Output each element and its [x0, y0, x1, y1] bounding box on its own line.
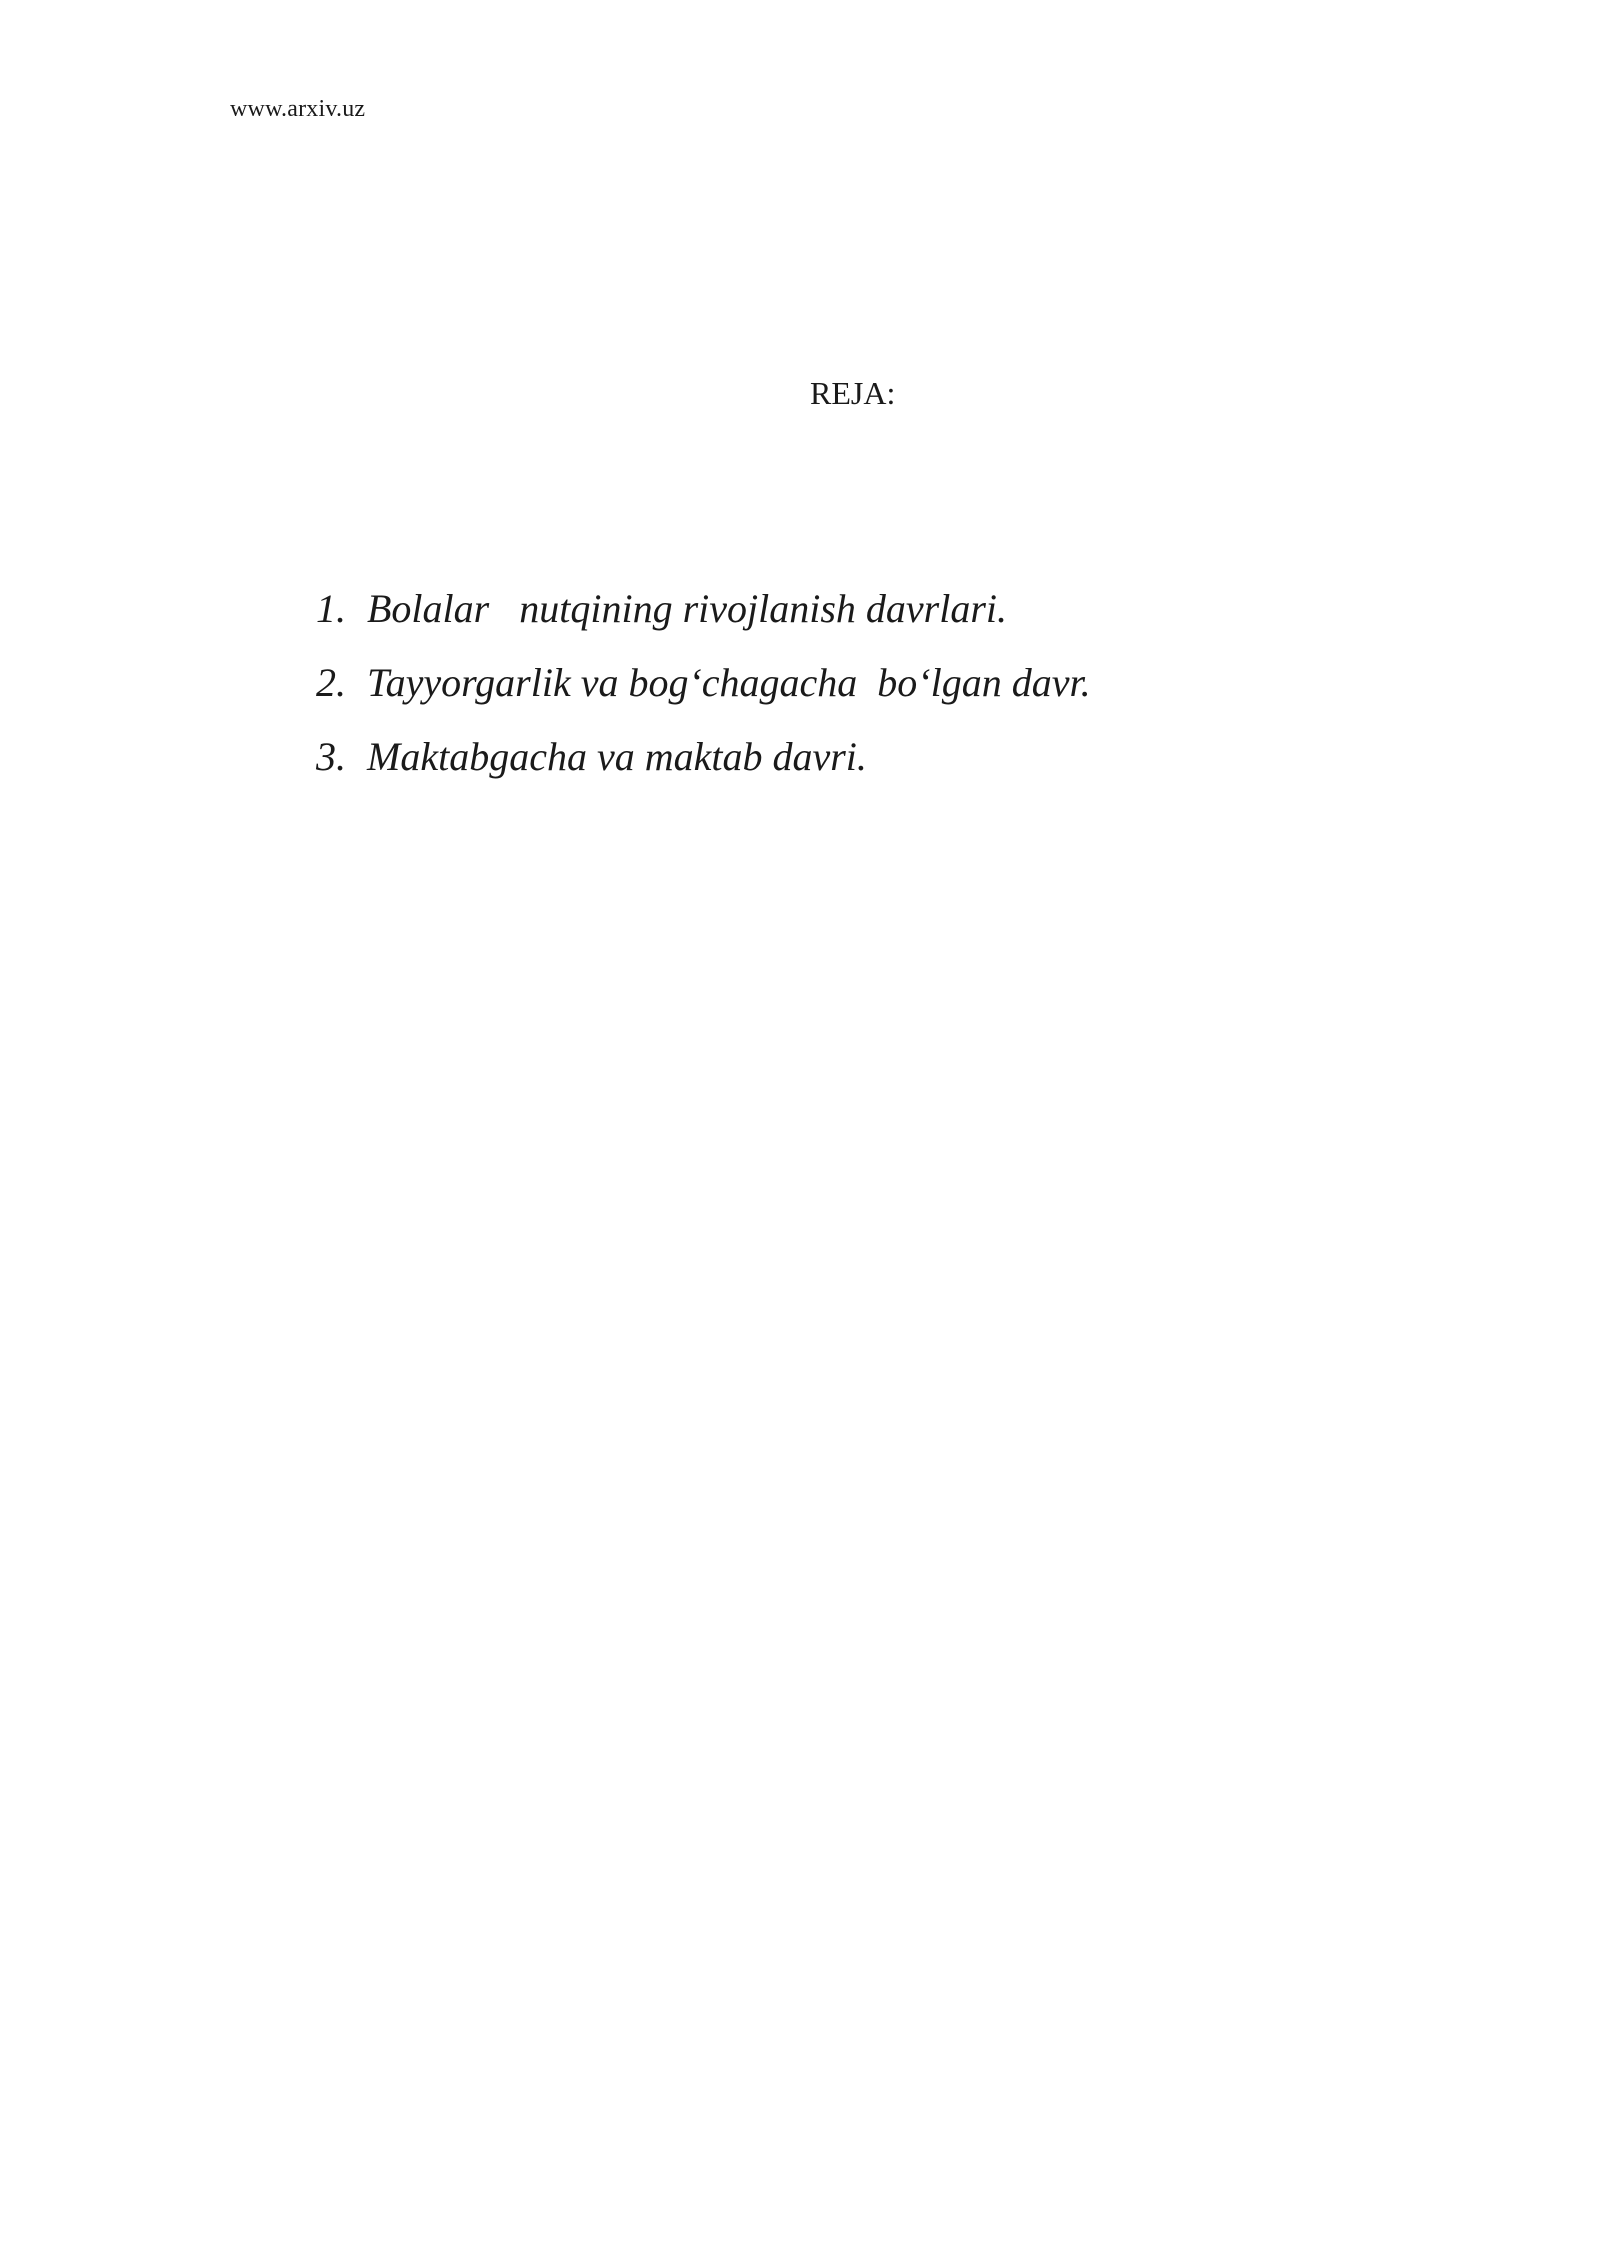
plan-item-text: Maktabgacha va maktab davri. [367, 734, 867, 779]
plan-item-text: Bolalar nutqining rivojlanish davrlari. [367, 586, 1008, 631]
plan-item [276, 498, 1091, 631]
plan-list [276, 498, 1091, 779]
plan-item-number: 3. [316, 734, 346, 779]
plan-item-text: Tayyorgarlik va bog‘chagacha bo‘lgan davr. [367, 660, 1091, 705]
plan-item-number: 2. [316, 660, 346, 705]
plan-title: REJA: [810, 375, 896, 411]
header-url: www.arxiv.uz [230, 96, 366, 122]
plan-item-number: 1. [316, 586, 346, 631]
